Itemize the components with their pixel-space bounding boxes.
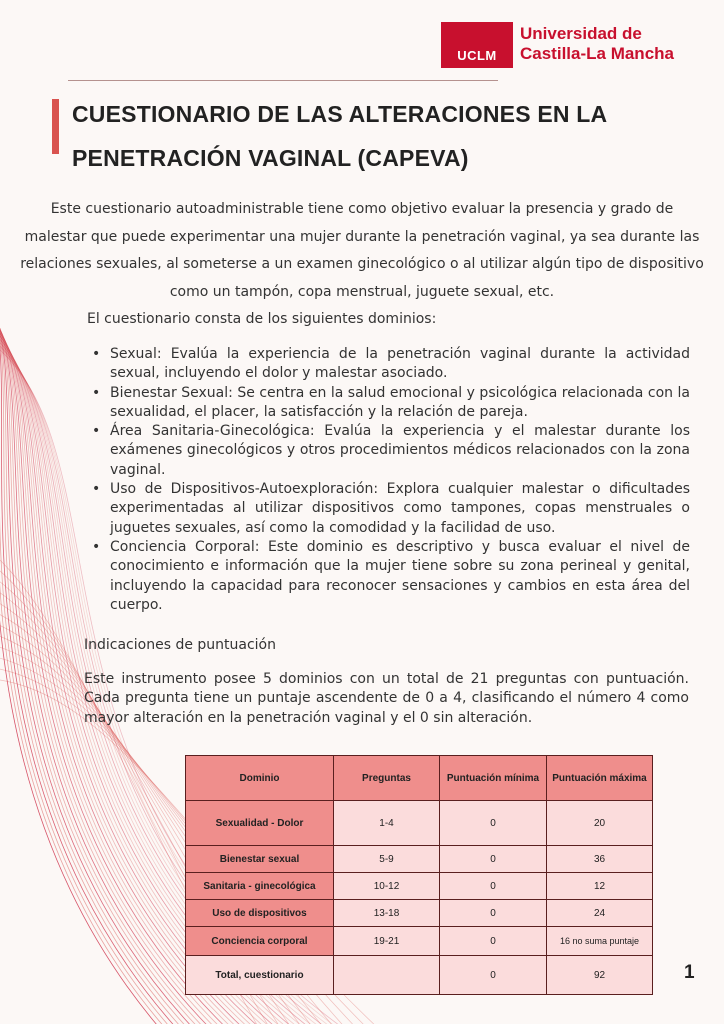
table-cell-max: 24 — [547, 900, 653, 927]
table-cell-questions: 13-18 — [334, 900, 440, 927]
domain-list — [87, 345, 690, 615]
table-cell-min: 0 — [440, 900, 547, 927]
scoring-table — [185, 755, 653, 995]
domain-item-sanitaria: • Área Sanitaria-Ginecológica: Evalúa la experiencia y el malestar durante los exámenes ginecológicos y otros procedimientos médicos relacionados con la zona vaginal. — [110, 422, 690, 480]
table-row — [186, 927, 653, 956]
table-cell-min: 0 — [440, 801, 547, 846]
table-cell-min: 0 — [440, 846, 547, 873]
university-name-line1: Universidad de — [520, 24, 642, 43]
table-cell-domain: Bienestar sexual — [186, 846, 334, 873]
table-cell-domain: Total, cuestionario — [186, 956, 334, 995]
table-cell-min: 0 — [440, 873, 547, 900]
domain-item-conciencia: • Conciencia Corporal: Este dominio es descriptivo y busca evaluar el nivel de conocimiento e información que la mujer tiene sobre su zona perineal y genital, incluyendo la capacidad para reconocer sensaciones y cambios en esta área del cuerpo. — [110, 538, 690, 615]
table-row — [186, 846, 653, 873]
page-number: 1 — [684, 962, 695, 983]
table-cell-min: 0 — [440, 956, 547, 995]
domain-item-sexual: • Sexual: Evalúa la experiencia de la penetración vaginal durante la actividad sexual, incluyendo el dolor y malestar asociado. — [110, 345, 690, 384]
table-cell-max: 92 — [547, 956, 653, 995]
table-cell-questions: 5-9 — [334, 846, 440, 873]
table-cell-questions: 19-21 — [334, 927, 440, 956]
domain-item-bienestar: • Bienestar Sexual: Se centra en la salud emocional y psicológica relacionada con la sexualidad, el placer, la satisfacción y la relación de pareja. — [110, 384, 690, 423]
table-header-minima: Puntuación mínima — [440, 756, 547, 801]
intro-paragraph: Este cuestionario autoadministrable tiene como objetivo evaluar la presencia y grado de malestar que puede experimentar una mujer durante la penetración vaginal, ya sea durante las relaciones sexuales, al someterse a un examen ginecológico o al utilizar algún tipo de dispositivo como un tampón, copa menstrual, juguete sexual, etc. — [20, 201, 704, 300]
university-logo — [441, 22, 711, 70]
university-name — [520, 24, 674, 64]
table-header-maxima: Puntuación máxima — [547, 756, 653, 801]
table-row — [186, 801, 653, 846]
scoring-paragraph: Este instrumento posee 5 dominios con un total de 21 preguntas con puntuación. Cada pregunta tiene un puntaje ascendente de 0 a 4, clasificando el número 4 como mayor alteración en la penetración vaginal y el 0 sin alteración. — [84, 671, 689, 726]
domain-item-dispositivos: • Uso de Dispositivos-Autoexploración: Explora cualquier malestar o dificultades experimentadas al utilizar dispositivos como tampones, copas menstruales o juguetes sexuales, así como la comodidad y la facilidad de uso. — [110, 480, 690, 538]
table-cell-domain: Uso de dispositivos — [186, 900, 334, 927]
header-divider — [68, 80, 498, 81]
table-cell-max: 20 — [547, 801, 653, 846]
scoring-heading: Indicaciones de puntuación — [84, 637, 276, 653]
university-name-line2: Castilla-La Mancha — [520, 44, 674, 63]
table-cell-domain: Sexualidad - Dolor — [186, 801, 334, 846]
table-cell-domain: Sanitaria - ginecológica — [186, 873, 334, 900]
title-accent-bar — [52, 99, 59, 154]
table-row — [186, 900, 653, 927]
logo-mark-text: UCLM — [457, 48, 497, 63]
table-cell-min: 0 — [440, 927, 547, 956]
table-cell-max: 36 — [547, 846, 653, 873]
table-cell-max: 12 — [547, 873, 653, 900]
table-cell-questions: 10-12 — [334, 873, 440, 900]
table-cell-questions: 1-4 — [334, 801, 440, 846]
table-header-dominio: Dominio — [186, 756, 334, 801]
table-cell-domain: Conciencia corporal — [186, 927, 334, 956]
uclm-logo-mark — [441, 22, 513, 68]
table-cell-questions — [334, 956, 440, 995]
table-cell-max: 16 no suma puntaje — [547, 927, 653, 956]
table-row — [186, 873, 653, 900]
page-title: CUESTIONARIO DE LAS ALTERACIONES EN LA PENETRACIÓN VAGINAL (CAPEVA) — [72, 101, 607, 171]
table-header-preguntas: Preguntas — [334, 756, 440, 801]
table-row-total — [186, 956, 653, 995]
domains-lead-text: El cuestionario consta de los siguientes dominios: — [87, 311, 437, 327]
